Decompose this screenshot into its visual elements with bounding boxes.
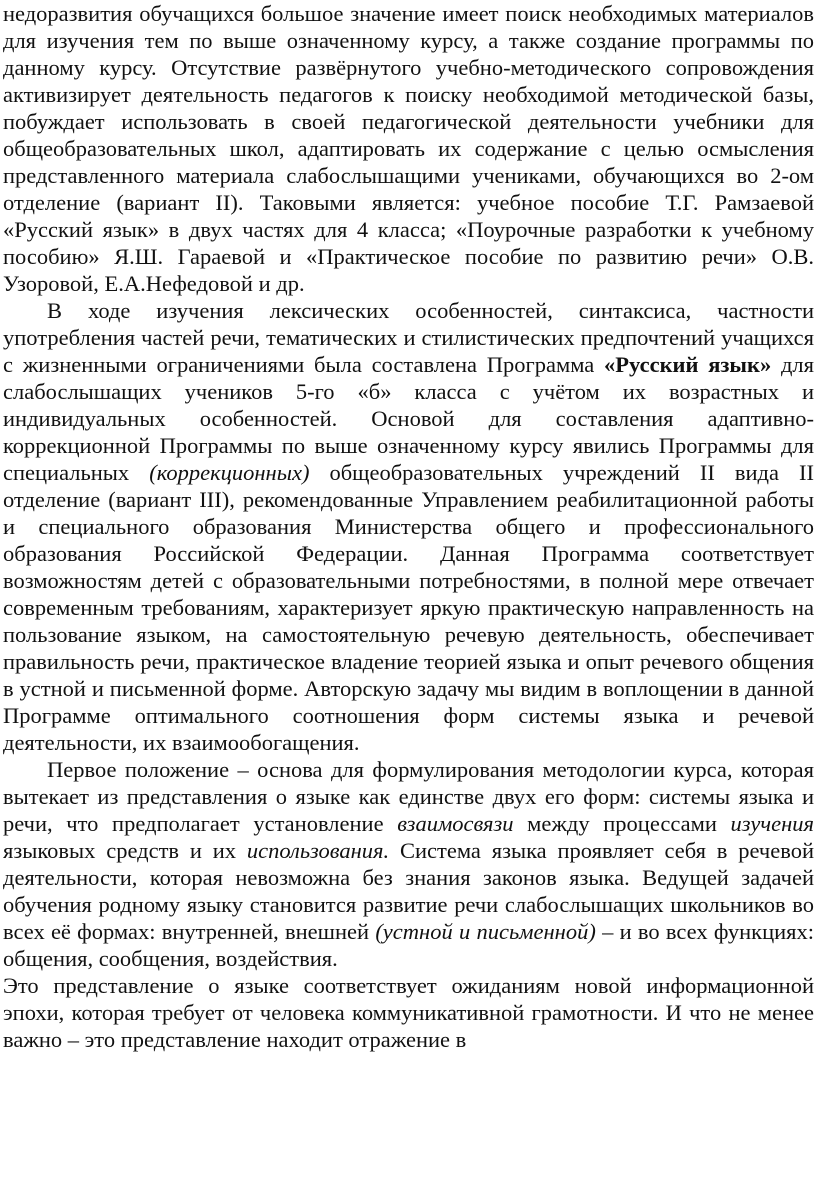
paragraph-program-description xyxy=(3,297,814,756)
paragraph-first-principle xyxy=(3,756,814,972)
paragraph-text: – и во всех функциях: общения, сообщения, воздействия. xyxy=(3,919,815,971)
paragraph-text: Система языка проявляет себя в речевой деятельности, которая невозможна без знания законов языка. Ведущей задачей обучения родному языку становится развитие речи слабослышащих школьников во всех её формах: внутренней, внешней xyxy=(3,838,814,944)
italic-term: (устной и письменной) xyxy=(375,919,596,944)
program-title: «Русский язык» xyxy=(604,352,772,377)
paragraph-text: Первое положение – основа для формулирования методологии курса, которая вытекает из представления о языке как единстве двух его форм: системы языка и речи, что предполагает установление xyxy=(3,757,814,836)
paragraph-continuation: недоразвития обучащихся большое значение имеет поиск необходимых материалов для изучения тем по выше означенному курсу, а также создание программы по данному курсу. Отсутствие развёрнутого учебно-методического сопровождения активизирует деятельность педагогов к поиску необходимой методической базы, побуждает использовать в своей педагогической деятельности учебники для общеобразовательных школ, адаптировать их содержание с целью осмысления представленного материала слабослышащими учениками, обучающихся во 2-ом отделение (вариант II). Таковыми является: учебное пособие Т.Г. Рамзаевой «Русский язык» в двух частях для 4 класса; «Поурочные разработки к учебному пособию» Я.Ш. Гараевой и «Практическое пособие по развитию речи» О.В. Узоровой, Е.А.Нефедовой и др. xyxy=(3,1,814,296)
italic-term: взаимосвязи xyxy=(397,811,514,836)
paragraph-text: между процессами xyxy=(513,811,731,836)
paragraph-text: В ходе изучения лексических особенностей, синтаксиса, частности употребления частей речи, тематических и стилистических предпочтений учащихся с жизненными ограничениями была составлена Программа xyxy=(3,298,814,377)
italic-term: использования. xyxy=(246,838,390,863)
paragraph-text: для слабослышащих учеников 5-го «б» класса с учётом их возрастных и индивидуальных особенностей. Основой для составления адаптивно-коррекционной Программы по выше означенному курсу явились Программы для специальных xyxy=(3,352,814,485)
paragraph-text: языковых средств и их xyxy=(3,838,247,863)
italic-term: изучения xyxy=(730,811,814,836)
paragraph-information-epoch: Это представление о языке соответствует ожиданиям новой информационной эпохи, которая требует от человека коммуникативной грамотности. И что не менее важно – это представление находит отражение в xyxy=(3,973,814,1052)
italic-term: (коррекционных) xyxy=(149,460,310,485)
paragraph-text: общеобразовательных учреждений II вида II отделение (вариант III), рекомендованные Управлением реабилитационной работы и специального образования Министерства общего и профессионального образования Российской Федерации. Данная Программа соответствует возможностям детей с образовательными потребностями, в полной мере отвечает современным требованиям, характеризует яркую практическую направленность на пользование языком, на самостоятельную речевую деятельность, обеспечивает правильность речи, практическое владение теорией языка и опыт речевого общения в устной и письменной форме. Авторскую задачу мы видим в воплощении в данной Программе оптимального соотношения форм системы языка и речевой деятельности, их взаимообогащения. xyxy=(3,460,814,755)
